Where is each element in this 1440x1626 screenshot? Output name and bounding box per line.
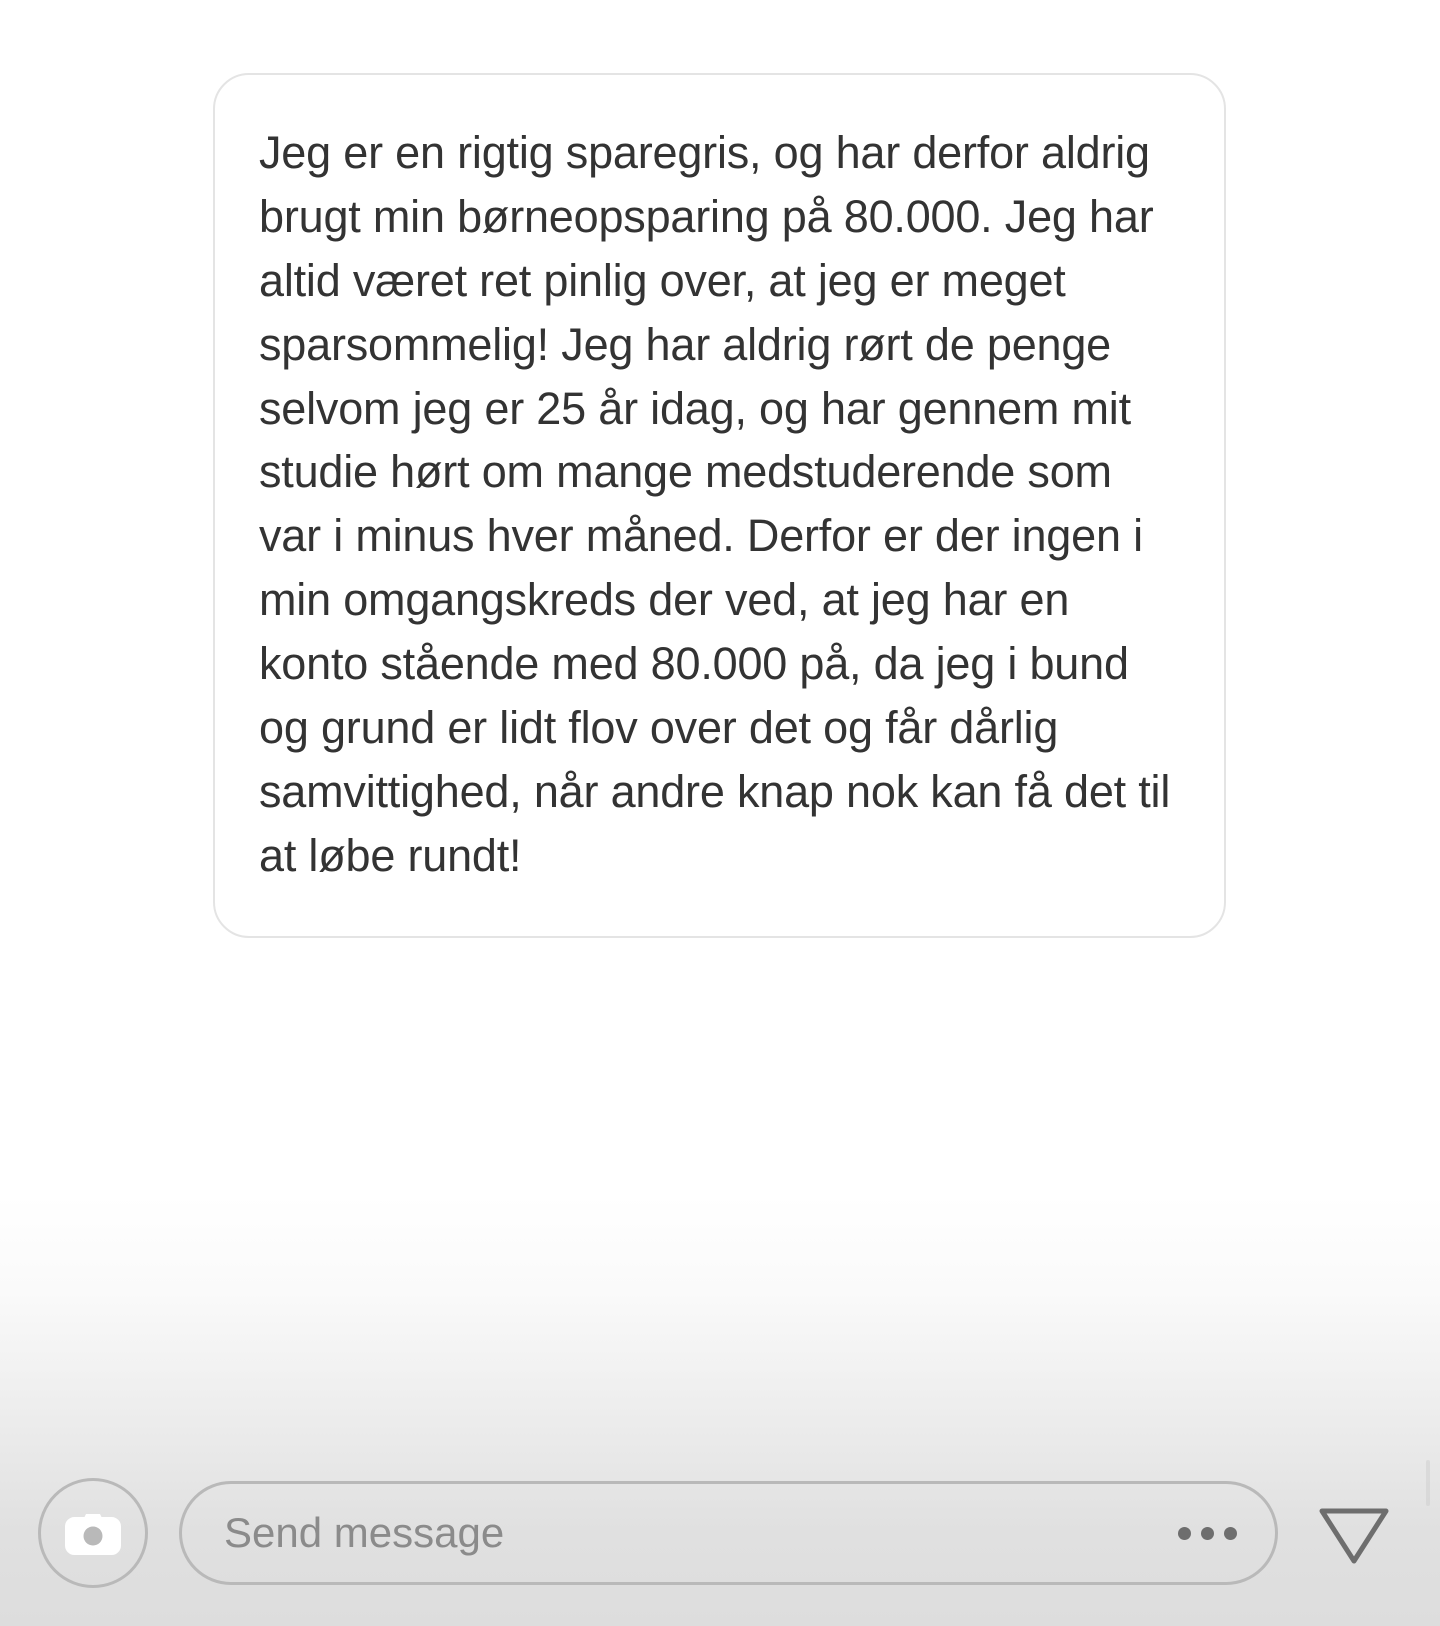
- message-input-container[interactable]: [179, 1481, 1278, 1585]
- send-button[interactable]: [1306, 1485, 1402, 1581]
- camera-button[interactable]: [38, 1478, 148, 1588]
- more-horizontal-icon[interactable]: [1178, 1527, 1237, 1540]
- story-message-text: Jeg er en rigtig sparegris, og har derfor aldrig brugt min børneopsparing på 80.000. Jeg har altid været ret pinlig over, at jeg er meget sparsommelig! Jeg har aldrig rørt de penge selvom jeg er 25 år idag, og har gennem mit studie hørt om mange medstuderende som var i minus hver måned. Derfor er der ingen i min omgangskreds der ved, at jeg har en konto stående med 80.000 på, da jeg i bund og grund er lidt flov over det og får dårlig samvittighed, når andre knap nok kan få det til at løbe rundt!: [259, 127, 1183, 881]
- message-input[interactable]: [224, 1509, 1158, 1557]
- message-composer-bar: [0, 1440, 1440, 1626]
- send-paper-plane-icon: [1317, 1497, 1391, 1569]
- camera-icon: [65, 1511, 121, 1555]
- story-message-card: [213, 73, 1226, 938]
